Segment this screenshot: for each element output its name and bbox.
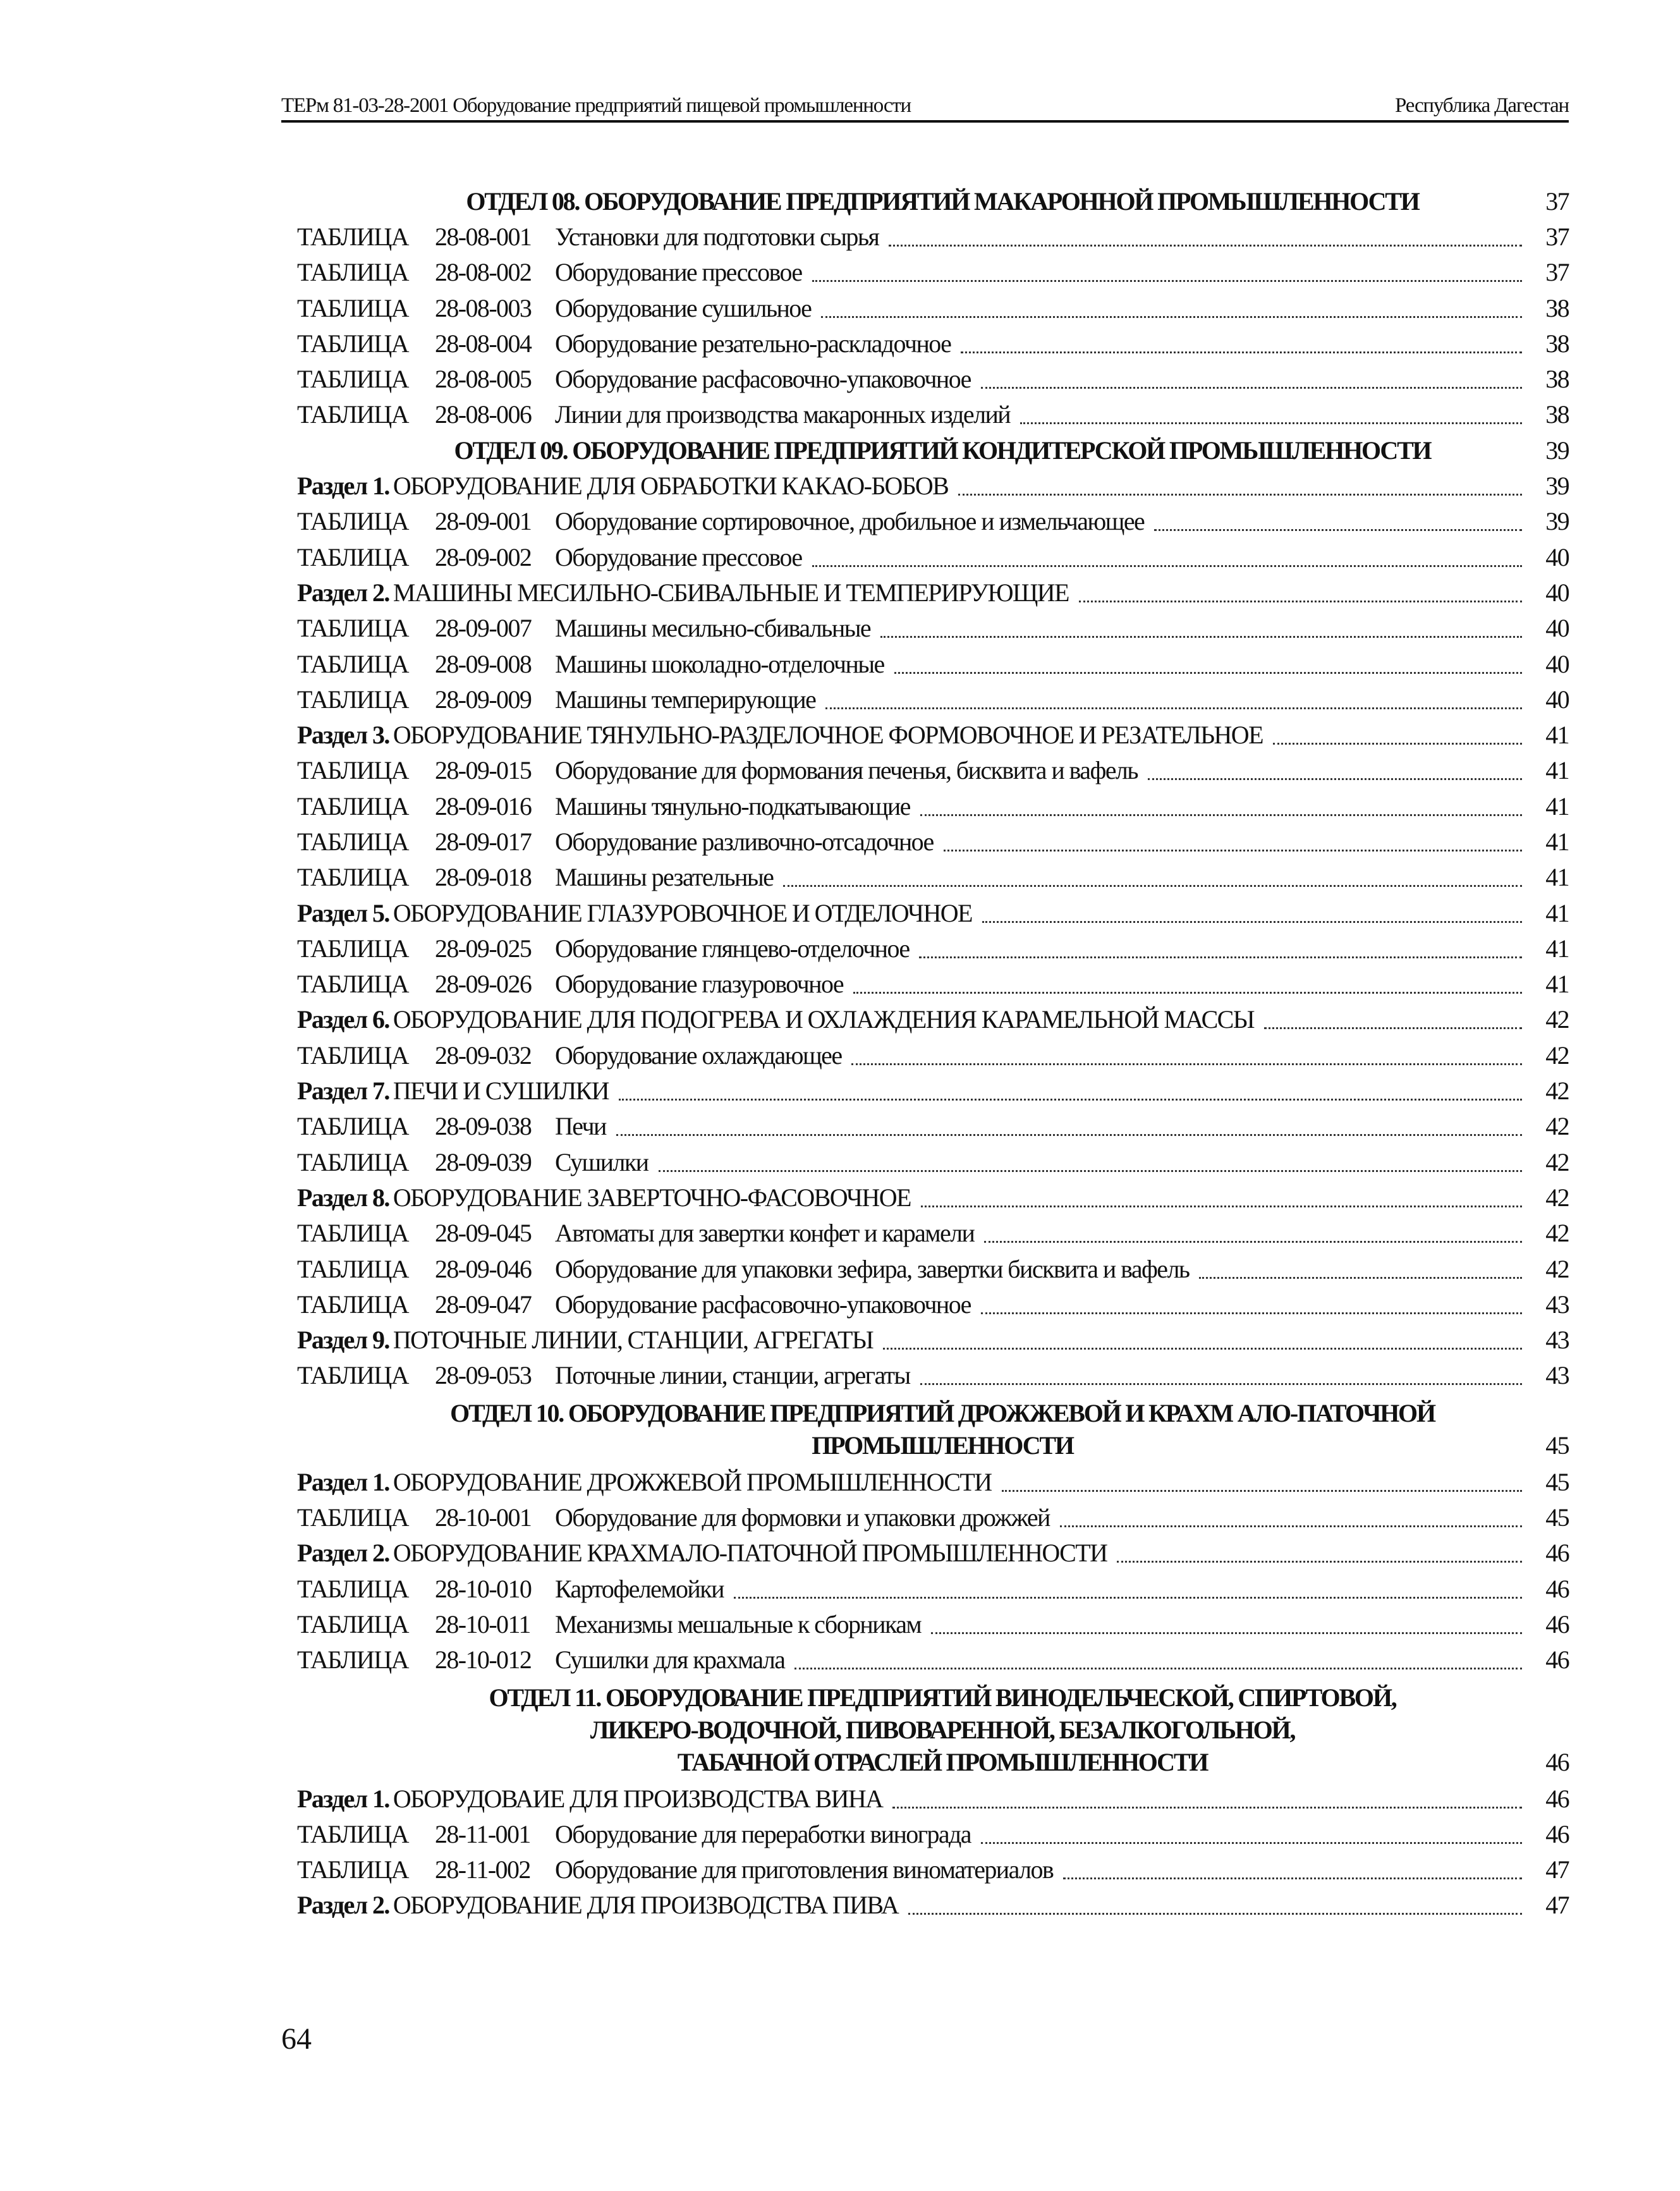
dot-leader (908, 1888, 1522, 1915)
toc-section-entry[interactable] (297, 1535, 1569, 1571)
toc-table-entry[interactable] (297, 1037, 1569, 1073)
dot-leader (984, 1216, 1522, 1243)
table-code: 28-10-012 (435, 1645, 532, 1675)
table-label: ТАБЛИЦА (297, 1855, 408, 1884)
table-title: Оборудование прессовое (555, 258, 802, 287)
table-label: ТАБЛИЦА (297, 791, 408, 821)
dot-leader (1002, 1465, 1522, 1492)
department-title-line: ЛИКЕРО-ВОДОЧНОЙ, ПИВОВАРЕННОЙ, БЕЗАЛКОГОЛЬНОЙ, (590, 1715, 1295, 1744)
table-title: Автоматы для завертки конфет и карамели (555, 1219, 975, 1248)
department-title (297, 1681, 1537, 1778)
toc-table-entry[interactable] (297, 611, 1569, 646)
dot-leader (981, 1287, 1522, 1314)
dot-leader (920, 1358, 1522, 1385)
page-ref: 41 (1545, 721, 1569, 750)
toc-section-entry[interactable] (297, 1002, 1569, 1037)
table-label: ТАБЛИЦА (297, 970, 408, 999)
department-title (297, 1397, 1537, 1462)
dot-leader (1264, 1002, 1522, 1029)
toc-table-entry[interactable] (297, 1144, 1569, 1180)
page-ref: 41 (1545, 791, 1569, 821)
table-code: 28-09-038 (435, 1112, 532, 1141)
dot-leader (880, 611, 1522, 638)
page-ref: 38 (1545, 329, 1569, 358)
table-title: Оборудование глазуровочное (555, 970, 844, 999)
section-label: Раздел 6. (297, 1005, 389, 1034)
header-document-title: ТЕРм 81-03-28-2001 Оборудование предприятий пищевой промышленности (281, 94, 911, 117)
table-title: Установки для подготовки сырья (555, 222, 879, 251)
dot-leader (921, 1180, 1522, 1207)
table-code: 28-08-001 (435, 222, 532, 251)
toc-table-entry[interactable] (297, 290, 1569, 326)
dot-leader (659, 1145, 1523, 1172)
dot-leader (944, 824, 1522, 851)
page-ref: 40 (1545, 685, 1569, 714)
table-code: 28-09-046 (435, 1254, 532, 1283)
page-ref: 40 (1545, 578, 1569, 607)
toc-table-entry[interactable] (297, 255, 1569, 290)
table-title: Линии для производства макаронных изделий (555, 400, 1011, 429)
page-ref: 46 (1545, 1645, 1569, 1675)
table-label: ТАБЛИЦА (297, 863, 408, 892)
dot-leader (851, 1038, 1522, 1065)
toc-section-entry[interactable] (297, 1073, 1569, 1108)
toc-section-entry[interactable] (297, 575, 1569, 610)
table-label: ТАБЛИЦА (297, 293, 408, 322)
table-code: 28-09-008 (435, 649, 532, 678)
section-title: ПОТОЧНЫЕ ЛИНИИ, СТАНЦИИ, АГРЕГАТЫ (393, 1326, 873, 1355)
table-code: 28-08-006 (435, 400, 532, 429)
dot-leader (931, 1607, 1522, 1634)
page-ref: 42 (1545, 1005, 1569, 1034)
table-title: Оборудование разливочно-отсадочное (555, 827, 934, 856)
table-label: ТАБЛИЦА (297, 400, 408, 429)
toc-table-entry[interactable] (297, 753, 1569, 788)
table-title: Оборудование для приготовления виноматериалов (555, 1855, 1054, 1884)
page-ref: 47 (1545, 1855, 1569, 1884)
table-code: 28-10-011 (435, 1609, 530, 1639)
table-title: Машины резательные (555, 863, 774, 892)
department-title-line: ПРОМЫШЛЕННОСТИ (812, 1431, 1073, 1460)
table-code: 28-08-002 (435, 258, 532, 287)
toc-section-entry[interactable] (297, 1781, 1569, 1816)
page-ref: 41 (1545, 970, 1569, 999)
dot-leader (734, 1572, 1522, 1599)
dot-leader (853, 967, 1522, 994)
dot-leader (1148, 753, 1522, 780)
table-title: Оборудование для формовки и упаковки дрожжей (555, 1503, 1050, 1532)
toc-table-entry[interactable] (297, 219, 1569, 254)
page-number: 64 (281, 2022, 312, 2056)
table-label: ТАБЛИЦА (297, 614, 408, 643)
dot-leader (1063, 1852, 1522, 1879)
page-ref: 39 (1545, 436, 1569, 465)
dot-leader (920, 789, 1522, 816)
table-label: ТАБЛИЦА (297, 1503, 408, 1532)
toc-section-entry[interactable] (297, 895, 1569, 931)
toc-department-heading[interactable] (297, 183, 1569, 219)
dot-leader (919, 931, 1522, 958)
table-label: ТАБЛИЦА (297, 934, 408, 963)
page-ref: 46 (1545, 1609, 1569, 1639)
toc-department-heading[interactable] (297, 1681, 1569, 1778)
page-ref: 38 (1545, 400, 1569, 429)
page-ref: 45 (1545, 1467, 1569, 1496)
page-ref: 46 (1545, 1784, 1569, 1813)
page-ref: 46 (1545, 1574, 1569, 1603)
page-ref: 43 (1545, 1361, 1569, 1390)
dot-leader (961, 326, 1522, 353)
table-title: Оборудование расфасовочно-упаковочное (555, 1290, 971, 1319)
toc-table-entry[interactable] (297, 1499, 1569, 1535)
toc-table-entry[interactable] (297, 1606, 1569, 1642)
table-title: Машины месильно-сбивальные (555, 614, 871, 643)
page-ref: 41 (1545, 756, 1569, 785)
table-label: ТАБЛИЦА (297, 1041, 408, 1070)
table-label: ТАБЛИЦА (297, 222, 408, 251)
toc-table-entry[interactable] (297, 860, 1569, 895)
dot-leader (616, 1109, 1522, 1136)
dot-leader (894, 647, 1522, 674)
toc-table-entry[interactable] (297, 397, 1569, 432)
table-label: ТАБЛИЦА (297, 507, 408, 536)
page-ref: 37 (1545, 186, 1569, 216)
department-title: ОТДЕЛ 08. ОБОРУДОВАНИЕ ПРЕДПРИЯТИЙ МАКАРОННОЙ ПРОМЫШЛЕННОСТИ (466, 186, 1419, 216)
toc-department-heading[interactable] (297, 432, 1569, 468)
page-ref: 39 (1545, 507, 1569, 536)
table-code: 28-09-047 (435, 1290, 532, 1319)
table-title: Оборудование глянцево-отделочное (555, 934, 910, 963)
table-label: ТАБЛИЦА (297, 1219, 408, 1248)
table-code: 28-11-002 (435, 1855, 530, 1884)
table-code: 28-09-039 (435, 1147, 532, 1176)
section-title: МАШИНЫ МЕСИЛЬНО-СБИВАЛЬНЫЕ И ТЕМПЕРИРУЮЩИЕ (393, 578, 1069, 607)
dot-leader (958, 468, 1522, 496)
toc-section-entry[interactable] (297, 717, 1569, 752)
table-code: 28-09-007 (435, 614, 532, 643)
table-code: 28-09-002 (435, 542, 532, 571)
table-label: ТАБЛИЦА (297, 649, 408, 678)
table-title: Механизмы мешальные к сборникам (555, 1609, 922, 1639)
table-title: Оборудование резательно-раскладочное (555, 329, 951, 358)
toc-table-entry[interactable] (297, 504, 1569, 539)
table-code: 28-11-001 (435, 1819, 530, 1848)
table-code: 28-08-003 (435, 293, 532, 322)
section-title: ПЕЧИ И СУШИЛКИ (393, 1077, 609, 1106)
table-title: Оборудование сортировочное, дробильное и измельчающее (555, 507, 1145, 536)
table-title: Оборудование для упаковки зефира, завертки бисквита и вафель (555, 1254, 1190, 1283)
dot-leader (981, 1817, 1522, 1844)
page-ref: 42 (1545, 1219, 1569, 1248)
dot-leader (892, 1781, 1522, 1809)
page-ref: 43 (1545, 1326, 1569, 1355)
section-label: Раздел 1. (297, 1784, 389, 1813)
page-ref: 37 (1545, 258, 1569, 287)
table-label: ТАБЛИЦА (297, 1574, 408, 1603)
toc-table-entry[interactable] (297, 1251, 1569, 1286)
department-title: ОТДЕЛ 09. ОБОРУДОВАНИЕ ПРЕДПРИЯТИЙ КОНДИТЕРСКОЙ ПРОМЫШЛЕННОСТИ (454, 436, 1431, 465)
page-ref: 45 (1545, 1503, 1569, 1532)
page-ref: 42 (1545, 1112, 1569, 1141)
toc-table-entry[interactable] (297, 1571, 1569, 1606)
page-ref: 41 (1545, 827, 1569, 856)
toc-table-entry[interactable] (297, 931, 1569, 966)
dot-leader (825, 682, 1522, 709)
dot-leader (821, 291, 1522, 318)
table-label: ТАБЛИЦА (297, 365, 408, 394)
table-label: ТАБЛИЦА (297, 827, 408, 856)
dot-leader (812, 255, 1522, 282)
table-of-contents (297, 183, 1569, 1923)
toc-table-entry[interactable] (297, 326, 1569, 361)
table-label: ТАБЛИЦА (297, 1609, 408, 1639)
toc-table-entry[interactable] (297, 788, 1569, 824)
page-ref: 41 (1545, 898, 1569, 927)
department-title-line: ТАБАЧНОЙ ОТРАСЛЕЙ ПРОМЫШЛЕННОСТИ (677, 1747, 1208, 1776)
department-title-line: ОТДЕЛ 10. ОБОРУДОВАНИЕ ПРЕДПРИЯТИЙ ДРОЖЖЕВОЙ И КРАХМ АЛО-ПАТОЧНОЙ (450, 1399, 1435, 1428)
dot-leader (1273, 717, 1522, 745)
dot-leader (889, 219, 1522, 247)
table-title: Печи (555, 1112, 606, 1141)
toc-table-entry[interactable] (297, 1358, 1569, 1393)
page-ref: 42 (1545, 1041, 1569, 1070)
table-label: ТАБЛИЦА (297, 329, 408, 358)
toc-section-entry[interactable] (297, 1888, 1569, 1923)
section-label: Раздел 1. (297, 472, 389, 501)
section-label: Раздел 2. (297, 1539, 389, 1568)
toc-table-entry[interactable] (297, 1642, 1569, 1678)
toc-table-entry[interactable] (297, 824, 1569, 859)
toc-table-entry[interactable] (297, 1109, 1569, 1144)
toc-section-entry[interactable] (297, 1464, 1569, 1499)
table-title: Сушилки для крахмала (555, 1645, 785, 1675)
section-title: ОБОРУДОВАНИЕ ГЛАЗУРОВОЧНОЕ И ОТДЕЛОЧНОЕ (393, 898, 972, 927)
section-label: Раздел 9. (297, 1326, 389, 1355)
section-title: ОБОРУДОВАНИЕ КРАХМАЛО-ПАТОЧНОЙ ПРОМЫШЛЕННОСТИ (393, 1539, 1107, 1568)
section-title: ОБОРУДОВАНИЕ ДЛЯ ПРОИЗВОДСТВА ПИВА (393, 1891, 899, 1920)
table-title: Оборудование прессовое (555, 542, 802, 571)
table-code: 28-09-026 (435, 970, 532, 999)
table-code: 28-09-053 (435, 1361, 532, 1390)
toc-table-entry[interactable] (297, 361, 1569, 396)
department-title-line: ОТДЕЛ 11. ОБОРУДОВАНИЕ ПРЕДПРИЯТИЙ ВИНОДЕЛЬЧЕСКОЙ, СПИРТОВОЙ, (489, 1683, 1396, 1712)
toc-table-entry[interactable] (297, 967, 1569, 1002)
table-title: Поточные линии, станции, агрегаты (555, 1361, 910, 1390)
table-label: ТАБЛИЦА (297, 1147, 408, 1176)
toc-table-entry[interactable] (297, 646, 1569, 681)
header-region: Республика Дагестан (1395, 94, 1569, 117)
table-label: ТАБЛИЦА (297, 1254, 408, 1283)
page-ref: 42 (1545, 1077, 1569, 1106)
page-ref: 47 (1545, 1891, 1569, 1920)
toc-table-entry[interactable] (297, 1852, 1569, 1887)
dot-leader (883, 1322, 1522, 1350)
section-title: ОБОРУДОВАНИЕ ЗАВЕРТОЧНО-ФАСОВОЧНОЕ (393, 1183, 911, 1212)
dot-leader (982, 896, 1522, 923)
section-label: Раздел 5. (297, 898, 389, 927)
page-ref: 40 (1545, 542, 1569, 571)
dot-leader (619, 1073, 1522, 1101)
toc-table-entry[interactable] (297, 1216, 1569, 1251)
table-title: Оборудование сушильное (555, 293, 812, 322)
page-ref: 42 (1545, 1147, 1569, 1176)
table-title: Оборудование для формования печенья, бисквита и вафель (555, 756, 1138, 785)
toc-section-entry[interactable] (297, 1180, 1569, 1215)
table-code: 28-09-017 (435, 827, 532, 856)
toc-section-entry[interactable] (297, 468, 1569, 503)
section-label: Раздел 8. (297, 1183, 389, 1212)
table-code: 28-09-045 (435, 1219, 532, 1248)
table-code: 28-08-005 (435, 365, 532, 394)
dot-leader (1079, 575, 1522, 602)
toc-table-entry[interactable] (297, 1286, 1569, 1322)
page-ref: 46 (1545, 1819, 1569, 1848)
page-ref: 41 (1545, 863, 1569, 892)
page-ref: 46 (1545, 1747, 1569, 1776)
page-ref: 45 (1545, 1431, 1569, 1460)
page-ref: 39 (1545, 472, 1569, 501)
page-ref: 43 (1545, 1290, 1569, 1319)
section-label: Раздел 2. (297, 1891, 389, 1920)
page-ref: 40 (1545, 649, 1569, 678)
dot-leader (1154, 504, 1522, 531)
toc-table-entry[interactable] (297, 681, 1569, 717)
dot-leader (1060, 1500, 1522, 1527)
table-code: 28-09-001 (435, 507, 532, 536)
table-label: ТАБЛИЦА (297, 1112, 408, 1141)
table-title: Оборудование охлаждающее (555, 1041, 842, 1070)
toc-table-entry[interactable] (297, 539, 1569, 575)
table-title: Машины шоколадно-отделочные (555, 649, 884, 678)
dot-leader (783, 860, 1522, 887)
toc-section-entry[interactable] (297, 1322, 1569, 1358)
table-code: 28-09-016 (435, 791, 532, 821)
table-title: Машины темперирующие (555, 685, 816, 714)
section-label: Раздел 1. (297, 1467, 389, 1496)
dot-leader (794, 1642, 1522, 1669)
table-code: 28-09-009 (435, 685, 532, 714)
table-title: Оборудование для переработки винограда (555, 1819, 971, 1848)
section-title: ОБОРУДОВАНИЕ ТЯНУЛЬНО-РАЗДЕЛОЧНОЕ ФОРМОВОЧНОЕ И РЕЗАТЕЛЬНОЕ (393, 721, 1263, 750)
page-ref: 42 (1545, 1254, 1569, 1283)
table-title: Машины тянульно-подкатывающие (555, 791, 910, 821)
table-label: ТАБЛИЦА (297, 1361, 408, 1390)
table-title: Сушилки (555, 1147, 648, 1176)
page-ref: 37 (1545, 222, 1569, 251)
dot-leader (981, 362, 1522, 389)
table-label: ТАБЛИЦА (297, 1290, 408, 1319)
table-title: Оборудование расфасовочно-упаковочное (555, 365, 971, 394)
page-ref: 41 (1545, 934, 1569, 963)
section-title: ОБОРУДОВАНИЕ ДЛЯ ОБРАБОТКИ КАКАО-БОБОВ (393, 472, 949, 501)
table-code: 28-09-015 (435, 756, 532, 785)
page-ref: 42 (1545, 1183, 1569, 1212)
dot-leader (812, 540, 1522, 567)
section-title: ОБОРУДОВАИЕ ДЛЯ ПРОИЗВОДСТВА ВИНА (393, 1784, 883, 1813)
section-label: Раздел 2. (297, 578, 389, 607)
page-ref: 38 (1545, 365, 1569, 394)
dot-leader (1199, 1252, 1522, 1279)
table-code: 28-08-004 (435, 329, 532, 358)
table-label: ТАБЛИЦА (297, 1819, 408, 1848)
running-header (281, 87, 1569, 123)
table-code: 28-10-010 (435, 1574, 532, 1603)
table-code: 28-09-032 (435, 1041, 532, 1070)
table-code: 28-09-018 (435, 863, 532, 892)
section-title: ОБОРУДОВАНИЕ ДЛЯ ПОДОГРЕВА И ОХЛАЖДЕНИЯ КАРАМЕЛЬНОЙ МАССЫ (393, 1005, 1255, 1034)
section-title: ОБОРУДОВАНИЕ ДРОЖЖЕВОЙ ПРОМЫШЛЕННОСТИ (393, 1467, 992, 1496)
toc-table-entry[interactable] (297, 1816, 1569, 1852)
table-title: Картофелемойки (555, 1574, 724, 1603)
section-label: Раздел 7. (297, 1077, 389, 1106)
table-label: ТАБЛИЦА (297, 542, 408, 571)
table-label: ТАБЛИЦА (297, 1645, 408, 1675)
table-label: ТАБЛИЦА (297, 756, 408, 785)
section-label: Раздел 3. (297, 721, 389, 750)
toc-department-heading[interactable] (297, 1397, 1569, 1462)
page-ref: 38 (1545, 293, 1569, 322)
dot-leader (1117, 1535, 1522, 1563)
table-label: ТАБЛИЦА (297, 685, 408, 714)
table-code: 28-09-025 (435, 934, 532, 963)
page-ref: 46 (1545, 1539, 1569, 1568)
page-ref: 40 (1545, 614, 1569, 643)
dot-leader (1020, 397, 1522, 424)
table-code: 28-10-001 (435, 1503, 532, 1532)
table-label: ТАБЛИЦА (297, 258, 408, 287)
